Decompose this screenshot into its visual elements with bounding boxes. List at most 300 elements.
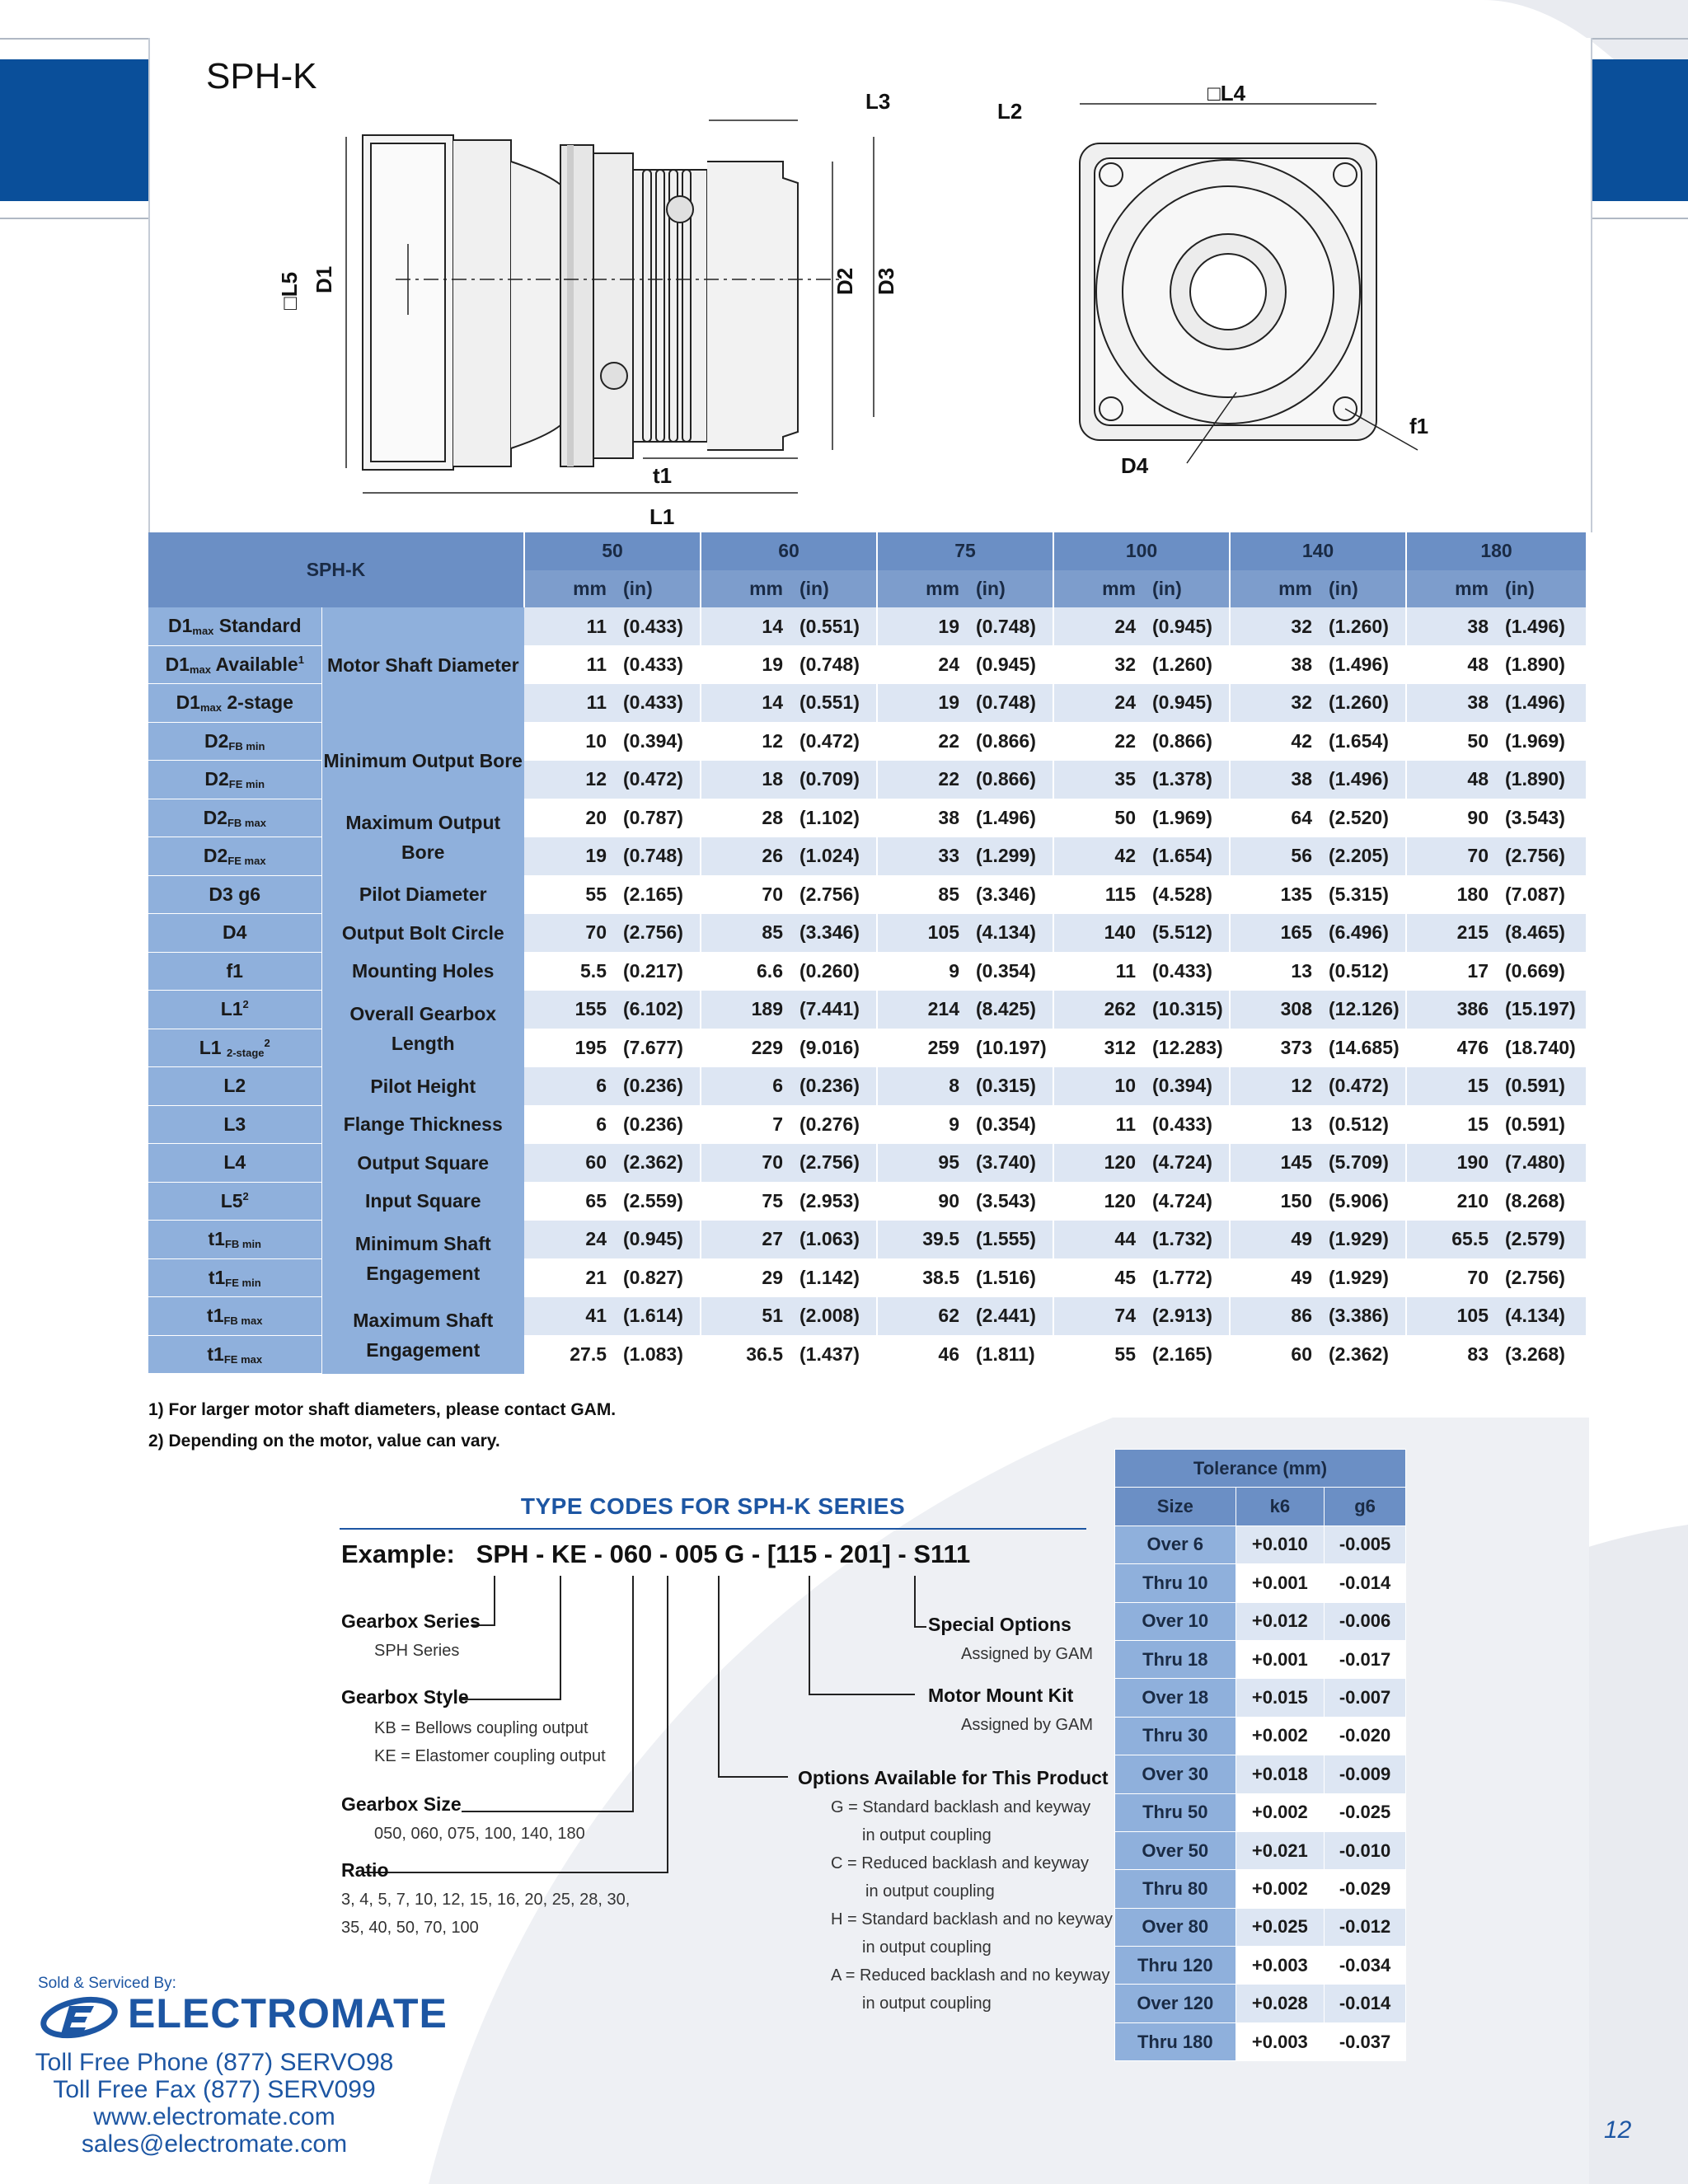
value-in: (1.437)	[795, 1335, 877, 1374]
value-mm: 155	[524, 991, 618, 1029]
tolerance-row	[1115, 1985, 1406, 2022]
value-mm: 5.5	[524, 952, 618, 991]
value-mm: 70	[1406, 837, 1500, 876]
tolerance-g6: -0.017	[1325, 1640, 1406, 1678]
fax: Toll Free Fax (877) SERV099	[53, 2076, 376, 2103]
value-mm: 373	[1230, 1029, 1324, 1067]
value-mm: 135	[1230, 875, 1324, 914]
value-mm: 12	[524, 761, 618, 799]
value-in: (1.496)	[1324, 645, 1406, 684]
tolerance-k6: +0.012	[1236, 1602, 1325, 1640]
tolerance-g6: -0.007	[1325, 1679, 1406, 1717]
value-in: (10.197)	[971, 1029, 1053, 1067]
value-in: (2.165)	[1147, 1335, 1230, 1374]
tolerance-size: Over 10	[1115, 1602, 1236, 1640]
gearbox-size-desc: 050, 060, 075, 100, 140, 180	[374, 1825, 585, 1843]
value-in: (2.756)	[795, 875, 877, 914]
value-in: (6.496)	[1324, 914, 1406, 953]
tolerance-size: Thru 18	[1115, 1640, 1236, 1678]
value-in: (1.142)	[795, 1258, 877, 1297]
value-in: (1.890)	[1500, 645, 1586, 684]
value-mm: 120	[1053, 1182, 1147, 1221]
row-symbol: L3	[148, 1105, 321, 1144]
value-mm: 22	[1053, 722, 1147, 761]
tolerance-size: Over 120	[1115, 1985, 1236, 2022]
value-mm: 28	[701, 799, 795, 837]
value-in: (0.709)	[795, 761, 877, 799]
value-in: (8.465)	[1500, 914, 1586, 953]
value-in: (1.063)	[795, 1221, 877, 1259]
value-in: (1.890)	[1500, 761, 1586, 799]
row-symbol: L4	[148, 1144, 321, 1183]
unit-in-header: (in)	[971, 570, 1053, 608]
tolerance-size: Over 30	[1115, 1755, 1236, 1793]
value-mm: 262	[1053, 991, 1147, 1029]
tolerance-row	[1115, 1947, 1406, 1985]
tolerance-k6: +0.003	[1236, 1947, 1325, 1985]
motor-mount-label: Motor Mount Kit	[928, 1685, 1074, 1706]
row-symbol: D1max Available$^1$	[148, 645, 321, 684]
value-mm: 48	[1406, 761, 1500, 799]
value-mm: 308	[1230, 991, 1324, 1029]
row-description: Output Bolt Circle	[321, 914, 524, 953]
value-in: (1.969)	[1500, 722, 1586, 761]
value-mm: 70	[524, 914, 618, 953]
value-in: (0.512)	[1324, 952, 1406, 991]
unit-mm-header: mm	[524, 570, 618, 608]
value-in: (1.083)	[618, 1335, 701, 1374]
tolerance-row	[1115, 1908, 1406, 1946]
value-in: (2.362)	[618, 1144, 701, 1183]
value-in: (0.394)	[618, 722, 701, 761]
value-mm: 20	[524, 799, 618, 837]
value-mm: 6.6	[701, 952, 795, 991]
value-mm: 190	[1406, 1144, 1500, 1183]
gearbox-size-label: Gearbox Size	[341, 1793, 462, 1815]
motor-mount-desc: Assigned by GAM	[961, 1716, 1094, 1734]
value-in: (4.134)	[1500, 1297, 1586, 1336]
value-mm: 105	[877, 914, 971, 953]
value-mm: 120	[1053, 1144, 1147, 1183]
value-mm: 32	[1053, 645, 1147, 684]
tolerance-k6: +0.001	[1236, 1564, 1325, 1602]
size-header: 140	[1230, 532, 1406, 570]
value-in: (0.260)	[795, 952, 877, 991]
tolerance-row	[1115, 1526, 1406, 1563]
tolerance-table	[1114, 1449, 1406, 2061]
unit-mm-header: mm	[877, 570, 971, 608]
value-mm: 38	[877, 799, 971, 837]
value-mm: 64	[1230, 799, 1324, 837]
value-mm: 49	[1230, 1258, 1324, 1297]
value-in: (0.551)	[795, 684, 877, 723]
value-in: (0.866)	[971, 722, 1053, 761]
value-in: (3.386)	[1324, 1297, 1406, 1336]
value-mm: 11	[1053, 952, 1147, 991]
value-in: (0.236)	[618, 1067, 701, 1106]
size-header: 100	[1053, 532, 1230, 570]
value-in: (5.906)	[1324, 1182, 1406, 1221]
row-symbol: D2FE min	[148, 761, 321, 799]
value-mm: 90	[877, 1182, 971, 1221]
tolerance-g6: -0.012	[1325, 1908, 1406, 1946]
value-mm: 38	[1230, 645, 1324, 684]
value-mm: 26	[701, 837, 795, 876]
dim-label-D4: D4	[1121, 453, 1149, 478]
value-in: (3.346)	[971, 875, 1053, 914]
value-in: (3.740)	[971, 1144, 1053, 1183]
row-description: Motor Shaft Diameter	[321, 607, 524, 722]
value-in: (0.236)	[618, 1105, 701, 1144]
unit-in-header: (in)	[1324, 570, 1406, 608]
value-mm: 210	[1406, 1182, 1500, 1221]
value-in: (1.496)	[971, 799, 1053, 837]
dim-label-D2: D2	[832, 267, 857, 295]
dim-label-L5: □L5	[277, 271, 302, 310]
value-in: (0.748)	[618, 837, 701, 876]
row-description: Overall Gearbox Length	[321, 991, 524, 1067]
dim-label-D3: D3	[874, 267, 898, 295]
drawing-title: SPH-K	[206, 56, 317, 96]
value-in: (0.472)	[618, 761, 701, 799]
value-in: (1.378)	[1147, 761, 1230, 799]
options-label: Options Available for This Product	[798, 1767, 1109, 1788]
options-desc: G = Standard backlash and keyway in output coupling C = Reduced backlash and keyway in output coupling H = Standard backlash and no keyway in output coupling A = Reduced backlash and no keyway in output coupling	[831, 1798, 1113, 2013]
value-mm: 14	[701, 607, 795, 645]
value-in: (1.024)	[795, 837, 877, 876]
value-mm: 229	[701, 1029, 795, 1067]
row-symbol: $L5^2$	[148, 1182, 321, 1221]
value-mm: 24	[1053, 684, 1147, 723]
tolerance-row	[1115, 1602, 1406, 1640]
value-in: (3.543)	[971, 1182, 1053, 1221]
tolerance-g6: -0.006	[1325, 1602, 1406, 1640]
dim-label-L4: □L4	[1207, 81, 1246, 105]
value-mm: 150	[1230, 1182, 1324, 1221]
value-mm: 312	[1053, 1029, 1147, 1067]
value-mm: 11	[524, 684, 618, 723]
dim-label-L3: L3	[865, 89, 891, 114]
row-symbol: t1FB max	[148, 1297, 321, 1336]
tolerance-k6: +0.002	[1236, 1870, 1325, 1908]
tolerance-g6: -0.005	[1325, 1526, 1406, 1563]
tolerance-size: Thru 10	[1115, 1564, 1236, 1602]
value-in: (0.236)	[795, 1067, 877, 1106]
tolerance-k6: +0.003	[1236, 2022, 1325, 2060]
size-header: 50	[524, 532, 701, 570]
brand-name: ELECTROMATE	[128, 1990, 448, 2036]
row-symbol: $L1^2$	[148, 991, 321, 1029]
tolerance-k6: +0.010	[1236, 1526, 1325, 1563]
value-in: (9.016)	[795, 1029, 877, 1067]
tolerance-size: Over 50	[1115, 1831, 1236, 1869]
row-description: Maximum Output Bore	[321, 799, 524, 875]
value-in: (1.654)	[1147, 837, 1230, 876]
gearbox-style-desc: KB = Bellows coupling output KE = Elastomer coupling output	[374, 1719, 606, 1765]
value-mm: 24	[877, 645, 971, 684]
value-in: (2.756)	[1500, 837, 1586, 876]
value-mm: 38	[1406, 684, 1500, 723]
value-mm: 27	[701, 1221, 795, 1259]
value-mm: 215	[1406, 914, 1500, 953]
value-mm: 22	[877, 722, 971, 761]
value-in: (5.709)	[1324, 1144, 1406, 1183]
value-mm: 74	[1053, 1297, 1147, 1336]
row-symbol: L1 2-stage$^2$	[148, 1029, 321, 1067]
value-mm: 70	[701, 875, 795, 914]
value-mm: 12	[701, 722, 795, 761]
row-symbol: t1FB min	[148, 1221, 321, 1259]
tolerance-header: Size	[1115, 1488, 1236, 1526]
email-link[interactable]: sales@electromate.com	[81, 2130, 348, 2158]
value-in: (2.205)	[1324, 837, 1406, 876]
value-in: (1.969)	[1147, 799, 1230, 837]
value-mm: 95	[877, 1144, 971, 1183]
tolerance-k6: +0.015	[1236, 1679, 1325, 1717]
value-mm: 32	[1230, 607, 1324, 645]
electromate-logo-icon	[38, 1991, 120, 2041]
value-mm: 9	[877, 1105, 971, 1144]
value-in: (0.394)	[1147, 1067, 1230, 1106]
value-mm: 19	[877, 607, 971, 645]
row-description: Input Square	[321, 1182, 524, 1221]
tolerance-k6: +0.018	[1236, 1755, 1325, 1793]
value-mm: 19	[701, 645, 795, 684]
value-mm: 49	[1230, 1221, 1324, 1259]
value-mm: 50	[1406, 722, 1500, 761]
value-mm: 13	[1230, 1105, 1324, 1144]
value-in: (0.945)	[1147, 684, 1230, 723]
tolerance-row	[1115, 1640, 1406, 1678]
value-in: (2.008)	[795, 1297, 877, 1336]
value-in: (1.772)	[1147, 1258, 1230, 1297]
unit-in-header: (in)	[1147, 570, 1230, 608]
value-in: (7.480)	[1500, 1144, 1586, 1183]
row-description: Mounting Holes	[321, 952, 524, 991]
value-in: (1.614)	[618, 1297, 701, 1336]
tolerance-header: g6	[1325, 1488, 1406, 1526]
website-link[interactable]: www.electromate.com	[93, 2103, 335, 2130]
value-in: (0.945)	[971, 645, 1053, 684]
value-in: (2.520)	[1324, 799, 1406, 837]
unit-mm-header: mm	[1406, 570, 1500, 608]
value-mm: 189	[701, 991, 795, 1029]
value-mm: 214	[877, 991, 971, 1029]
row-description: Minimum Output Bore	[321, 722, 524, 799]
value-in: (2.559)	[618, 1182, 701, 1221]
tolerance-size: Over 80	[1115, 1908, 1236, 1946]
value-in: (8.268)	[1500, 1182, 1586, 1221]
value-in: (0.787)	[618, 799, 701, 837]
value-in: (4.528)	[1147, 875, 1230, 914]
value-in: (0.591)	[1500, 1067, 1586, 1106]
value-mm: 86	[1230, 1297, 1324, 1336]
value-mm: 259	[877, 1029, 971, 1067]
value-in: (0.827)	[618, 1258, 701, 1297]
value-in: (8.425)	[971, 991, 1053, 1029]
row-symbol: f1	[148, 952, 321, 991]
value-mm: 8	[877, 1067, 971, 1106]
tolerance-title: Tolerance (mm)	[1115, 1450, 1406, 1488]
value-in: (1.496)	[1500, 607, 1586, 645]
type-code-example: Example: SPH - KE - 060 - 005 G - [115 - 201] - S111	[341, 1540, 971, 1568]
value-mm: 6	[524, 1105, 618, 1144]
value-mm: 105	[1406, 1297, 1500, 1336]
value-mm: 19	[524, 837, 618, 876]
value-in: (0.591)	[1500, 1105, 1586, 1144]
unit-in-header: (in)	[1500, 570, 1586, 608]
value-in: (4.724)	[1147, 1144, 1230, 1183]
value-in: (0.433)	[618, 645, 701, 684]
value-mm: 55	[1053, 1335, 1147, 1374]
value-mm: 42	[1230, 722, 1324, 761]
value-mm: 56	[1230, 837, 1324, 876]
value-mm: 19	[877, 684, 971, 723]
value-mm: 7	[701, 1105, 795, 1144]
value-mm: 83	[1406, 1335, 1500, 1374]
value-mm: 32	[1230, 684, 1324, 723]
value-in: (1.496)	[1500, 684, 1586, 723]
value-in: (0.433)	[618, 684, 701, 723]
value-mm: 51	[701, 1297, 795, 1336]
value-mm: 44	[1053, 1221, 1147, 1259]
unit-in-header: (in)	[618, 570, 701, 608]
tolerance-size: Thru 120	[1115, 1947, 1236, 1985]
gearbox-style-label: Gearbox Style	[341, 1686, 469, 1708]
tolerance-k6: +0.028	[1236, 1985, 1325, 2022]
value-mm: 60	[1230, 1335, 1324, 1374]
value-in: (4.724)	[1147, 1182, 1230, 1221]
tolerance-row	[1115, 1717, 1406, 1755]
value-in: (7.441)	[795, 991, 877, 1029]
value-mm: 42	[1053, 837, 1147, 876]
tolerance-k6: +0.021	[1236, 1831, 1325, 1869]
unit-mm-header: mm	[701, 570, 795, 608]
value-mm: 60	[524, 1144, 618, 1183]
value-in: (0.945)	[1147, 607, 1230, 645]
value-mm: 115	[1053, 875, 1147, 914]
row-description: Pilot Diameter	[321, 875, 524, 914]
value-in: (7.087)	[1500, 875, 1586, 914]
value-in: (0.433)	[1147, 952, 1230, 991]
tolerance-g6: -0.014	[1325, 1985, 1406, 2022]
value-in: (2.579)	[1500, 1221, 1586, 1259]
tolerance-k6: +0.002	[1236, 1793, 1325, 1831]
tolerance-k6: +0.002	[1236, 1717, 1325, 1755]
value-mm: 11	[524, 645, 618, 684]
tolerance-g6: -0.029	[1325, 1870, 1406, 1908]
tolerance-row	[1115, 1831, 1406, 1869]
value-mm: 11	[524, 607, 618, 645]
row-symbol: D2FE max	[148, 837, 321, 876]
tolerance-g6: -0.014	[1325, 1564, 1406, 1602]
footnote-2: 2) Depending on the motor, value can vary.	[148, 1432, 500, 1451]
value-mm: 11	[1053, 1105, 1147, 1144]
tolerance-row	[1115, 1793, 1406, 1831]
tolerance-size: Over 6	[1115, 1526, 1236, 1563]
value-in: (1.732)	[1147, 1221, 1230, 1259]
value-mm: 145	[1230, 1144, 1324, 1183]
value-in: (1.260)	[1324, 684, 1406, 723]
value-in: (0.551)	[795, 607, 877, 645]
value-in: (0.866)	[1147, 722, 1230, 761]
value-in: (0.669)	[1500, 952, 1586, 991]
tolerance-size: Over 18	[1115, 1679, 1236, 1717]
tolerance-g6: -0.025	[1325, 1793, 1406, 1831]
value-in: (4.134)	[971, 914, 1053, 953]
value-mm: 13	[1230, 952, 1324, 991]
value-mm: 41	[524, 1297, 618, 1336]
dim-label-f1: f1	[1409, 414, 1429, 438]
contact-block	[25, 2049, 404, 2158]
type-codes-title: TYPE CODES FOR SPH-K SERIES	[520, 1493, 906, 1519]
value-mm: 22	[877, 761, 971, 799]
tolerance-g6: -0.034	[1325, 1947, 1406, 1985]
value-in: (0.354)	[971, 1105, 1053, 1144]
size-header: 180	[1406, 532, 1586, 570]
size-header: 60	[701, 532, 877, 570]
value-mm: 45	[1053, 1258, 1147, 1297]
value-mm: 195	[524, 1029, 618, 1067]
row-description: Minimum Shaft Engagement	[321, 1221, 524, 1297]
tolerance-g6: -0.037	[1325, 2022, 1406, 2060]
unit-mm-header: mm	[1053, 570, 1147, 608]
value-mm: 85	[701, 914, 795, 953]
gearbox-series-desc: SPH Series	[374, 1642, 460, 1660]
row-symbol: D4	[148, 914, 321, 953]
value-in: (1.929)	[1324, 1258, 1406, 1297]
row-description: Pilot Height	[321, 1067, 524, 1106]
tolerance-g6: -0.009	[1325, 1755, 1406, 1793]
value-mm: 38	[1406, 607, 1500, 645]
value-in: (2.913)	[1147, 1297, 1230, 1336]
dim-label-L1: L1	[649, 504, 675, 529]
value-mm: 90	[1406, 799, 1500, 837]
value-mm: 36.5	[701, 1335, 795, 1374]
special-options-desc: Assigned by GAM	[961, 1645, 1094, 1663]
value-in: (1.555)	[971, 1221, 1053, 1259]
value-mm: 14	[701, 684, 795, 723]
value-mm: 46	[877, 1335, 971, 1374]
row-symbol: D1max Standard	[148, 607, 321, 645]
value-in: (1.260)	[1147, 645, 1230, 684]
value-mm: 6	[524, 1067, 618, 1106]
value-mm: 70	[1406, 1258, 1500, 1297]
value-mm: 165	[1230, 914, 1324, 953]
row-symbol: L2	[148, 1067, 321, 1106]
value-mm: 15	[1406, 1105, 1500, 1144]
dim-label-L2: L2	[997, 99, 1023, 124]
tolerance-size: Thru 80	[1115, 1870, 1236, 1908]
value-mm: 140	[1053, 914, 1147, 953]
value-in: (0.748)	[795, 645, 877, 684]
tolerance-g6: -0.010	[1325, 1831, 1406, 1869]
row-description: Flange Thickness	[321, 1105, 524, 1144]
value-in: (0.866)	[971, 761, 1053, 799]
value-in: (2.362)	[1324, 1335, 1406, 1374]
value-mm: 65.5	[1406, 1221, 1500, 1259]
value-in: (2.756)	[618, 914, 701, 953]
size-header: 75	[877, 532, 1053, 570]
value-mm: 180	[1406, 875, 1500, 914]
value-in: (1.102)	[795, 799, 877, 837]
tolerance-k6: +0.001	[1236, 1640, 1325, 1678]
value-in: (0.748)	[971, 684, 1053, 723]
value-mm: 12	[1230, 1067, 1324, 1106]
value-in: (6.102)	[618, 991, 701, 1029]
phone: Toll Free Phone (877) SERVO98	[35, 2049, 394, 2076]
value-in: (3.268)	[1500, 1335, 1586, 1374]
